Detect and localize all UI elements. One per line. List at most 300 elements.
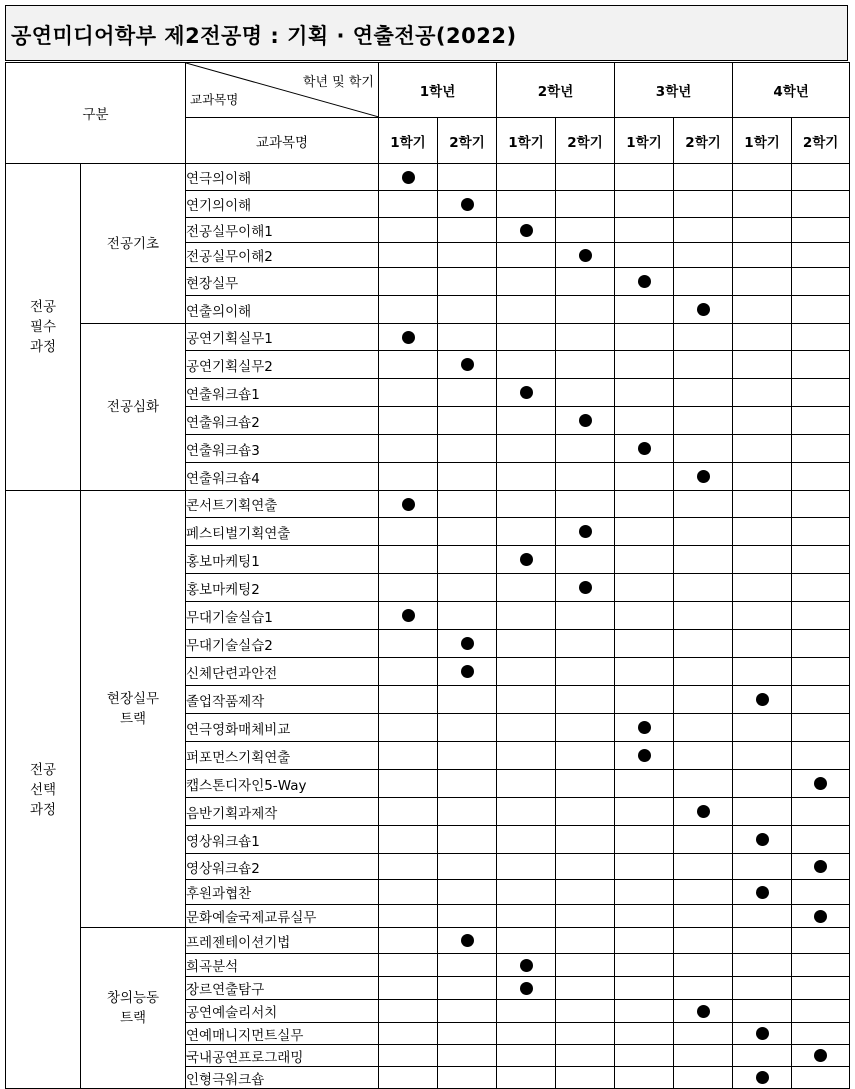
course-name: 인형극워크숍: [186, 1067, 379, 1089]
semester-cell: [556, 954, 615, 977]
semester-cell: [497, 1023, 556, 1045]
semester-cell: [497, 714, 556, 742]
semester-cell: [379, 324, 438, 351]
semester-cell: [615, 1000, 674, 1023]
semester-cell: [674, 324, 733, 351]
semester-cell: [674, 714, 733, 742]
semester-cell: [615, 826, 674, 854]
semester-cell: [674, 407, 733, 435]
semester-cell: [615, 854, 674, 880]
offered-dot-icon: [461, 934, 474, 947]
course-name: 연극영화매체비교: [186, 714, 379, 742]
semester-cell: [792, 854, 850, 880]
semester-cell: [379, 407, 438, 435]
semester-cell: [792, 463, 850, 491]
offered-dot-icon: [461, 665, 474, 678]
course-name: 전공실무이해2: [186, 243, 379, 268]
semester-cell: [733, 854, 792, 880]
semester-cell: [792, 268, 850, 296]
semester-cell: [379, 546, 438, 574]
semester-cell: [792, 798, 850, 826]
semester-cell: [792, 546, 850, 574]
semester-cell: [379, 491, 438, 518]
semester-cell: [615, 218, 674, 243]
semester-cell: [379, 714, 438, 742]
semester-cell: [438, 630, 497, 658]
semester-cell: [674, 602, 733, 630]
offered-dot-icon: [638, 275, 651, 288]
semester-cell: [733, 798, 792, 826]
offered-dot-icon: [756, 886, 769, 899]
semester-header: 2학기: [792, 118, 850, 164]
semester-cell: [615, 905, 674, 928]
subgroup-label: [81, 928, 186, 1089]
semester-cell: [792, 491, 850, 518]
semester-cell: [556, 1023, 615, 1045]
semester-cell: [792, 1000, 850, 1023]
semester-cell: [497, 296, 556, 324]
semester-cell: [497, 905, 556, 928]
semester-cell: [556, 546, 615, 574]
semester-cell: [438, 686, 497, 714]
semester-cell: [615, 435, 674, 463]
semester-cell: [615, 518, 674, 546]
semester-cell: [792, 379, 850, 407]
semester-cell: [615, 164, 674, 191]
offered-dot-icon: [814, 777, 827, 790]
semester-cell: [556, 243, 615, 268]
semester-cell: [497, 742, 556, 770]
semester-cell: [733, 518, 792, 546]
semester-cell: [733, 191, 792, 218]
semester-cell: [556, 379, 615, 407]
semester-cell: [733, 880, 792, 905]
semester-cell: [556, 742, 615, 770]
semester-header: 1학기: [379, 118, 438, 164]
semester-cell: [792, 218, 850, 243]
subgroup-label: [81, 324, 186, 491]
semester-cell: [497, 1000, 556, 1023]
semester-cell: [497, 1067, 556, 1089]
semester-cell: [792, 714, 850, 742]
semester-cell: [674, 977, 733, 1000]
course-name: 전공실무이해1: [186, 218, 379, 243]
semester-cell: [674, 218, 733, 243]
course-name: 연출워크숍3: [186, 435, 379, 463]
semester-cell: [438, 546, 497, 574]
semester-cell: [556, 977, 615, 1000]
semester-cell: [674, 905, 733, 928]
semester-cell: [379, 574, 438, 602]
semester-cell: [438, 351, 497, 379]
semester-cell: [438, 243, 497, 268]
semester-cell: [733, 977, 792, 1000]
diag-bottom-label: 교과목명: [190, 92, 239, 107]
course-name: 페스티벌기획연출: [186, 518, 379, 546]
semester-cell: [556, 164, 615, 191]
semester-cell: [379, 296, 438, 324]
offered-dot-icon: [579, 414, 592, 427]
semester-header: 2학기: [438, 118, 497, 164]
semester-cell: [379, 191, 438, 218]
course-name: 연기의이해: [186, 191, 379, 218]
semester-cell: [615, 602, 674, 630]
diagonal-header-cell: [186, 63, 379, 118]
semester-cell: [438, 798, 497, 826]
semester-cell: [556, 686, 615, 714]
semester-cell: [674, 1045, 733, 1067]
semester-cell: [379, 1045, 438, 1067]
course-name: 무대기술실습2: [186, 630, 379, 658]
semester-cell: [674, 463, 733, 491]
semester-cell: [615, 1045, 674, 1067]
semester-cell: [438, 928, 497, 954]
semester-cell: [379, 379, 438, 407]
semester-cell: [497, 602, 556, 630]
semester-cell: [438, 191, 497, 218]
semester-cell: [615, 296, 674, 324]
semester-cell: [379, 954, 438, 977]
semester-cell: [792, 977, 850, 1000]
semester-cell: [497, 1045, 556, 1067]
offered-dot-icon: [520, 386, 533, 399]
course-name: 장르연출탐구: [186, 977, 379, 1000]
semester-cell: [438, 407, 497, 435]
semester-cell: [792, 954, 850, 977]
offered-dot-icon: [638, 721, 651, 734]
course-name: 연출워크숍1: [186, 379, 379, 407]
semester-cell: [615, 630, 674, 658]
semester-cell: [379, 658, 438, 686]
semester-cell: [379, 243, 438, 268]
semester-cell: [497, 164, 556, 191]
semester-cell: [379, 435, 438, 463]
semester-cell: [379, 463, 438, 491]
semester-header: 1학기: [615, 118, 674, 164]
table-row: [6, 928, 850, 954]
semester-cell: [674, 296, 733, 324]
semester-cell: [733, 714, 792, 742]
offered-dot-icon: [638, 749, 651, 762]
offered-dot-icon: [697, 303, 710, 316]
course-name: 영상워크숍2: [186, 854, 379, 880]
semester-cell: [497, 268, 556, 296]
semester-cell: [497, 658, 556, 686]
semester-cell: [733, 491, 792, 518]
semester-cell: [556, 218, 615, 243]
semester-cell: [379, 826, 438, 854]
semester-cell: [674, 826, 733, 854]
semester-cell: [556, 880, 615, 905]
semester-cell: [438, 826, 497, 854]
semester-cell: [674, 1067, 733, 1089]
semester-header: 1학기: [733, 118, 792, 164]
semester-cell: [733, 630, 792, 658]
semester-cell: [615, 977, 674, 1000]
offered-dot-icon: [461, 198, 474, 211]
semester-cell: [674, 435, 733, 463]
semester-cell: [497, 630, 556, 658]
semester-cell: [556, 407, 615, 435]
subgroup-label-line: 트랙: [119, 711, 147, 727]
semester-cell: [733, 770, 792, 798]
semester-cell: [674, 351, 733, 379]
subgroup-label-line: 현장실무: [106, 691, 160, 707]
semester-cell: [674, 928, 733, 954]
course-name: 졸업작품제작: [186, 686, 379, 714]
semester-cell: [497, 218, 556, 243]
year-header-2: 2학년: [497, 63, 615, 118]
semester-cell: [379, 518, 438, 546]
group-label: [6, 491, 81, 1089]
semester-cell: [497, 954, 556, 977]
table-row: [6, 164, 850, 191]
semester-cell: [792, 686, 850, 714]
semester-cell: [674, 1000, 733, 1023]
offered-dot-icon: [756, 1027, 769, 1040]
semester-cell: [497, 324, 556, 351]
group-label: [6, 164, 81, 491]
course-name: 공연기획실무1: [186, 324, 379, 351]
semester-cell: [379, 742, 438, 770]
subgroup-label-line: 전공기초: [106, 235, 160, 252]
semester-cell: [497, 854, 556, 880]
semester-cell: [556, 268, 615, 296]
subgroup-label-line: 전공심화: [106, 399, 160, 415]
offered-dot-icon: [579, 525, 592, 538]
semester-cell: [497, 407, 556, 435]
semester-cell: [792, 574, 850, 602]
semester-cell: [674, 379, 733, 407]
semester-cell: [556, 435, 615, 463]
course-name: 영상워크숍1: [186, 826, 379, 854]
semester-cell: [615, 742, 674, 770]
semester-cell: [556, 854, 615, 880]
offered-dot-icon: [520, 224, 533, 237]
semester-cell: [379, 268, 438, 296]
semester-cell: [733, 574, 792, 602]
semester-header: 2학기: [674, 118, 733, 164]
semester-cell: [733, 928, 792, 954]
course-name: 신체단련과안전: [186, 658, 379, 686]
offered-dot-icon: [402, 609, 415, 622]
semester-cell: [438, 977, 497, 1000]
semester-cell: [792, 770, 850, 798]
semester-cell: [792, 1045, 850, 1067]
semester-cell: [615, 463, 674, 491]
semester-cell: [733, 164, 792, 191]
course-name: 콘서트기획연출: [186, 491, 379, 518]
course-name: 프레젠테이션기법: [186, 928, 379, 954]
offered-dot-icon: [638, 442, 651, 455]
subgroup-label-line: 트랙: [119, 1010, 147, 1026]
table-row: [6, 324, 850, 351]
semester-cell: [556, 463, 615, 491]
semester-cell: [615, 546, 674, 574]
semester-cell: [733, 218, 792, 243]
course-name: 현장실무: [186, 268, 379, 296]
semester-cell: [615, 954, 674, 977]
semester-cell: [379, 770, 438, 798]
offered-dot-icon: [814, 860, 827, 873]
semester-cell: [733, 546, 792, 574]
offered-dot-icon: [520, 553, 533, 566]
semester-cell: [497, 351, 556, 379]
offered-dot-icon: [402, 498, 415, 511]
semester-cell: [615, 243, 674, 268]
course-name: 연극의이해: [186, 164, 379, 191]
course-name: 후원과협찬: [186, 880, 379, 905]
semester-cell: [674, 1023, 733, 1045]
course-name: 홍보마케팅1: [186, 546, 379, 574]
offered-dot-icon: [756, 1071, 769, 1084]
semester-cell: [733, 296, 792, 324]
offered-dot-icon: [579, 249, 592, 262]
semester-cell: [497, 826, 556, 854]
curriculum-table: [5, 62, 850, 1089]
semester-cell: [674, 798, 733, 826]
semester-cell: [792, 324, 850, 351]
semester-cell: [556, 574, 615, 602]
semester-cell: [497, 379, 556, 407]
semester-cell: [379, 164, 438, 191]
group-label-line: 선택: [29, 781, 57, 798]
course-name: 연출워크숍4: [186, 463, 379, 491]
semester-cell: [438, 1045, 497, 1067]
offered-dot-icon: [814, 910, 827, 923]
semester-cell: [497, 798, 556, 826]
semester-cell: [674, 742, 733, 770]
semester-cell: [733, 954, 792, 977]
semester-cell: [615, 880, 674, 905]
semester-cell: [556, 351, 615, 379]
semester-cell: [438, 518, 497, 546]
semester-cell: [674, 518, 733, 546]
semester-cell: [379, 880, 438, 905]
semester-cell: [556, 602, 615, 630]
course-name: 연출워크숍2: [186, 407, 379, 435]
semester-cell: [438, 218, 497, 243]
semester-cell: [497, 518, 556, 546]
semester-cell: [438, 379, 497, 407]
semester-cell: [674, 854, 733, 880]
year-header-1: 1학년: [379, 63, 497, 118]
group-label-line: 과정: [29, 801, 57, 818]
offered-dot-icon: [402, 331, 415, 344]
category-header: 구분: [6, 63, 186, 164]
semester-cell: [438, 491, 497, 518]
semester-cell: [733, 1023, 792, 1045]
offered-dot-icon: [520, 959, 533, 972]
semester-cell: [438, 714, 497, 742]
semester-cell: [438, 602, 497, 630]
semester-cell: [556, 630, 615, 658]
offered-dot-icon: [461, 358, 474, 371]
semester-cell: [733, 1067, 792, 1089]
semester-cell: [615, 686, 674, 714]
semester-cell: [615, 1023, 674, 1045]
semester-cell: [674, 954, 733, 977]
semester-cell: [615, 574, 674, 602]
semester-cell: [792, 1023, 850, 1045]
semester-cell: [792, 742, 850, 770]
semester-cell: [556, 826, 615, 854]
semester-cell: [438, 268, 497, 296]
course-body: [6, 164, 850, 1089]
semester-cell: [497, 191, 556, 218]
semester-cell: [438, 435, 497, 463]
semester-cell: [674, 546, 733, 574]
course-name: 희곡분석: [186, 954, 379, 977]
semester-cell: [674, 630, 733, 658]
semester-cell: [674, 686, 733, 714]
semester-cell: [733, 686, 792, 714]
semester-cell: [556, 658, 615, 686]
semester-cell: [674, 880, 733, 905]
course-name: 공연기획실무2: [186, 351, 379, 379]
semester-cell: [792, 164, 850, 191]
semester-cell: [733, 435, 792, 463]
group-label-line: 전공: [29, 761, 57, 778]
semester-cell: [497, 435, 556, 463]
offered-dot-icon: [579, 581, 592, 594]
course-name: 홍보마케팅2: [186, 574, 379, 602]
semester-cell: [497, 574, 556, 602]
semester-cell: [379, 798, 438, 826]
semester-cell: [379, 218, 438, 243]
semester-cell: [674, 574, 733, 602]
semester-cell: [792, 351, 850, 379]
semester-header: 1학기: [497, 118, 556, 164]
semester-cell: [438, 1023, 497, 1045]
semester-cell: [379, 905, 438, 928]
semester-cell: [556, 1067, 615, 1089]
semester-cell: [379, 351, 438, 379]
semester-cell: [733, 1000, 792, 1023]
semester-cell: [497, 770, 556, 798]
semester-cell: [438, 658, 497, 686]
semester-cell: [792, 602, 850, 630]
semester-cell: [615, 658, 674, 686]
semester-cell: [438, 324, 497, 351]
semester-header: 2학기: [556, 118, 615, 164]
semester-cell: [733, 379, 792, 407]
group-label-line: 필수: [29, 319, 57, 335]
semester-cell: [733, 243, 792, 268]
semester-cell: [497, 928, 556, 954]
semester-cell: [438, 905, 497, 928]
course-name: 연예매니지먼트실무: [186, 1023, 379, 1045]
semester-cell: [615, 268, 674, 296]
semester-cell: [733, 1045, 792, 1067]
semester-cell: [556, 296, 615, 324]
semester-cell: [556, 518, 615, 546]
course-name: 국내공연프로그래밍: [186, 1045, 379, 1067]
semester-cell: [792, 658, 850, 686]
semester-cell: [792, 630, 850, 658]
group-label-line: 과정: [29, 339, 57, 355]
semester-cell: [379, 928, 438, 954]
semester-cell: [792, 1067, 850, 1089]
semester-cell: [379, 1000, 438, 1023]
semester-cell: [438, 770, 497, 798]
semester-cell: [438, 164, 497, 191]
semester-cell: [438, 742, 497, 770]
semester-cell: [497, 243, 556, 268]
semester-cell: [733, 905, 792, 928]
semester-cell: [497, 880, 556, 905]
semester-cell: [792, 407, 850, 435]
